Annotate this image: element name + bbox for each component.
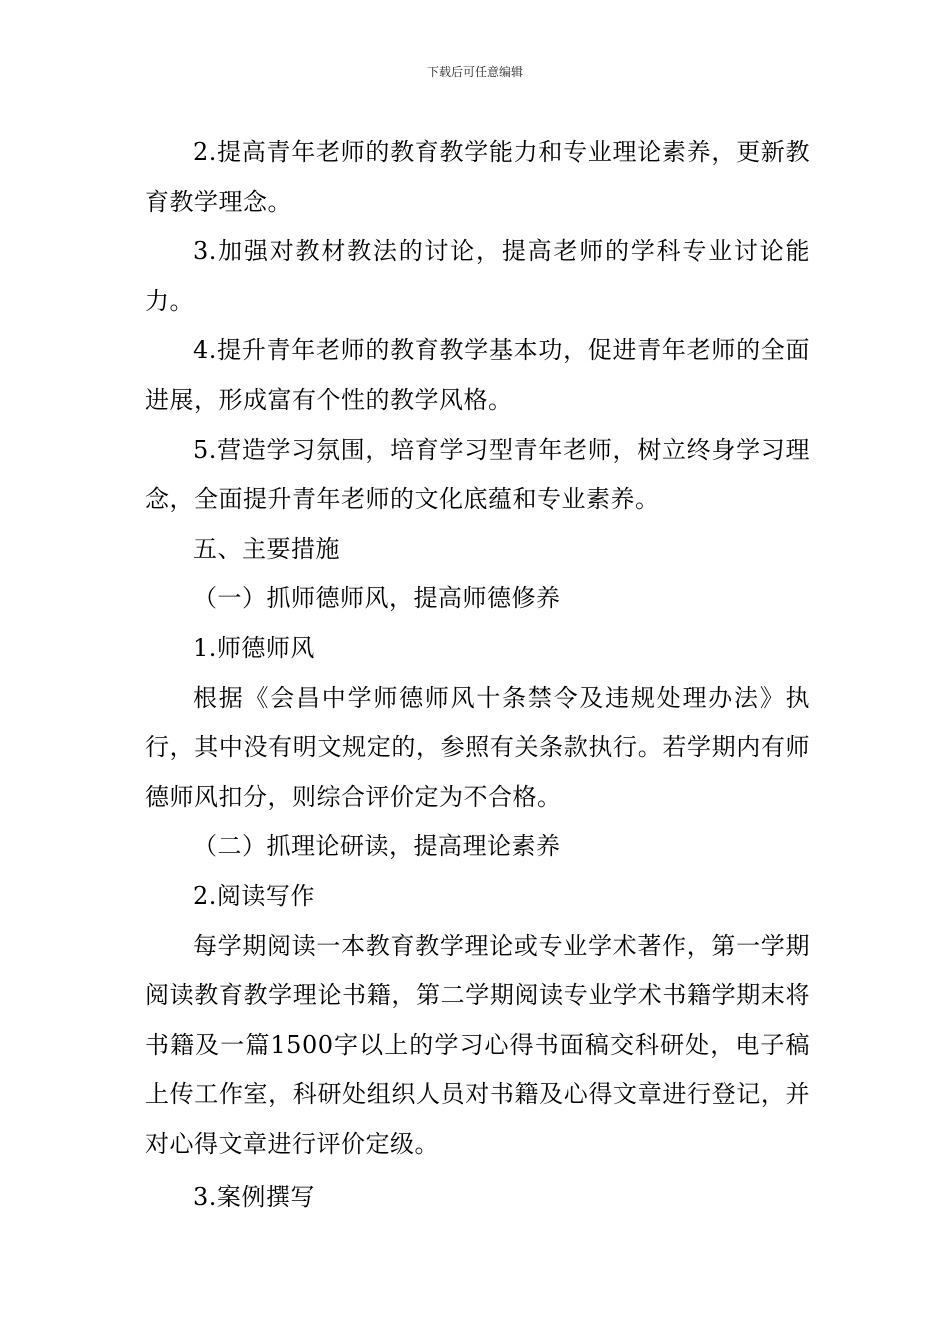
- paragraph-reading-requirements: 每学期阅读一本教育教学理论或专业学术著作，第一学期阅读教育教学理论书籍，第二学期阅读专业学术书籍学期末将书籍及一篇1500字以上的学习心得书面稿交科研处，电子稿上传工作室，科研处组织人员对书籍及心得文章进行登记，并对心得文章进行评价定级。: [145, 931, 810, 1158]
- page-header: 下载后可任意编辑: [426, 65, 523, 79]
- section-heading-measures: 五、主要措施: [193, 534, 340, 563]
- item-heading-ethics: 1.师德师风: [193, 633, 315, 662]
- paragraph-goal-4: 4.提升青年老师的教育教学基本功，促进青年老师的全面进展，形成富有个性的教学风格。: [145, 336, 810, 414]
- paragraph-goal-5: 5.营造学习氛围，培育学习型青年老师，树立终身学习理念，全面提升青年老师的文化底蕴和专业素养。: [145, 435, 810, 514]
- subsection-heading-theory: （二）抓理论研读，提高理论素养: [193, 832, 561, 861]
- paragraph-ethics-rules: 根据《会昌中学师德师风十条禁令及违规处理办法》执行，其中没有明文规定的，参照有关条款执行。若学期内有师德师风扣分，则综合评价定为不合格。: [145, 683, 810, 811]
- subsection-heading-ethics: （一）抓师德师风，提高师德修养: [193, 584, 561, 613]
- item-heading-case-writing: 3.案例撰写: [193, 1183, 315, 1212]
- document-body: [145, 128, 810, 1223]
- item-heading-reading: 2.阅读写作: [193, 881, 315, 910]
- paragraph-goal-3: 3.加强对教材教法的讨论，提高老师的学科专业讨论能力。: [145, 237, 810, 315]
- paragraph-goal-2: 2.提高青年老师的教育教学能力和专业理论素养，更新教育教学理念。: [145, 138, 810, 216]
